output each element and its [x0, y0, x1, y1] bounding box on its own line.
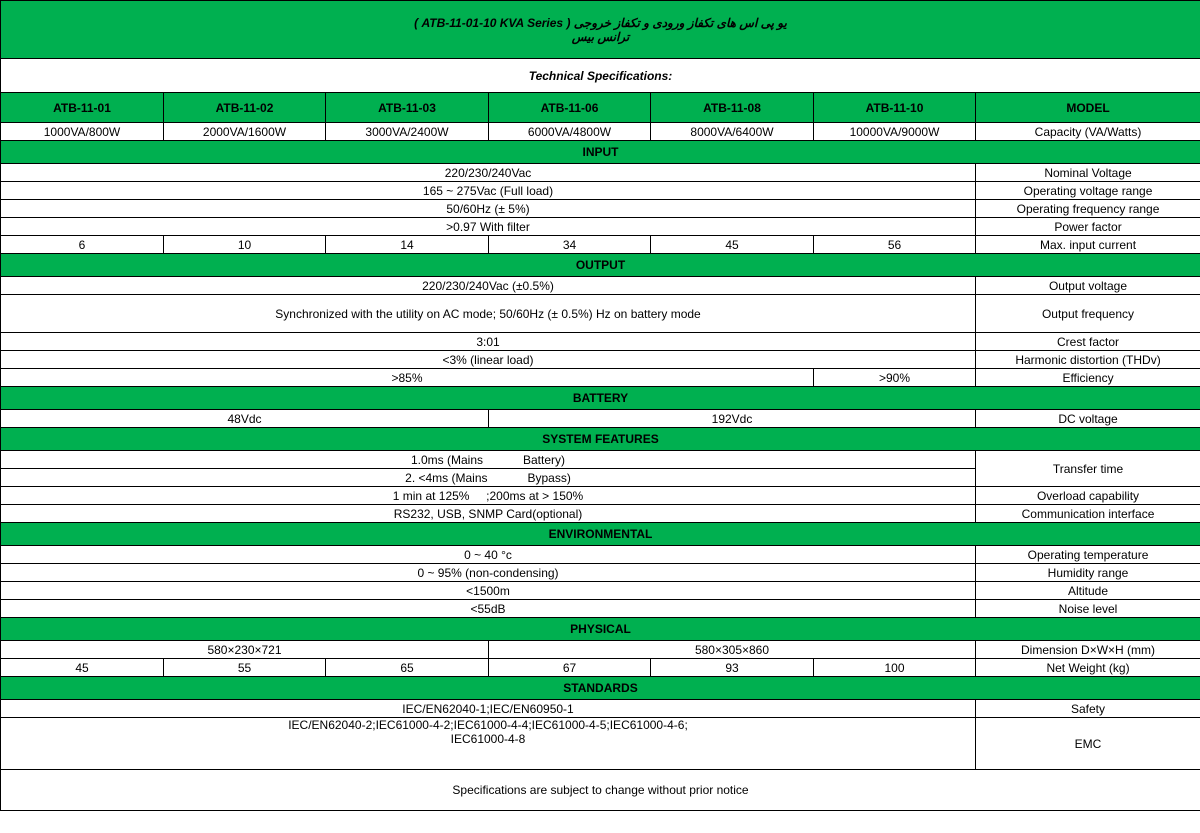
spec-value: 1 min at 125% ;200ms at > 150%	[1, 487, 976, 505]
transfer-time-part: Bypass)	[527, 470, 571, 485]
spec-row	[1, 200, 1200, 218]
emc-line: IEC/EN62040-2;IEC61000-4-2;IEC61000-4-4;IEC61000-4-5;IEC61000-4-6;	[288, 718, 688, 732]
spec-value: 34	[489, 236, 651, 254]
spec-row	[1, 236, 1200, 254]
section-header: SYSTEM FEATURES	[1, 428, 1200, 451]
spec-row	[1, 218, 1200, 236]
spec-label: Dimension D×W×H (mm)	[976, 641, 1200, 659]
notice-text: Specifications are subject to change without prior notice	[1, 770, 1200, 811]
spec-row	[1, 182, 1200, 200]
spec-row	[1, 295, 1200, 333]
spec-value: 580×305×860	[489, 641, 976, 659]
spec-row	[1, 505, 1200, 523]
model-name: ATB-11-02	[164, 93, 326, 123]
capacity-value: 1000VA/800W	[1, 123, 164, 141]
spec-value: 0 ~ 40 °c	[1, 546, 976, 564]
spec-row	[1, 582, 1200, 600]
model-name: ATB-11-03	[326, 93, 489, 123]
spec-value: Synchronized with the utility on AC mode; 50/60Hz (± 0.5%) Hz on battery mode	[1, 295, 976, 333]
spec-value: <3% (linear load)	[1, 351, 976, 369]
capacity-value: 10000VA/9000W	[814, 123, 976, 141]
spec-row	[1, 600, 1200, 618]
spec-value: 10	[164, 236, 326, 254]
subtitle: Technical Specifications:	[1, 59, 1200, 93]
emc-line: IEC61000-4-8	[450, 732, 526, 746]
spec-label: Crest factor	[976, 333, 1200, 351]
spec-value: 14	[326, 236, 489, 254]
spec-row	[1, 451, 1200, 469]
spec-label: Efficiency	[976, 369, 1200, 387]
spec-label: EMC	[976, 718, 1200, 770]
spec-row	[1, 718, 1200, 770]
subtitle-row	[1, 59, 1200, 93]
spec-value: 0 ~ 95% (non-condensing)	[1, 564, 976, 582]
spec-row	[1, 546, 1200, 564]
spec-value: RS232, USB, SNMP Card(optional)	[1, 505, 976, 523]
spec-value: >85%	[1, 369, 814, 387]
section-environmental	[1, 523, 1200, 546]
spec-value: 67	[489, 659, 651, 677]
spec-label: Overload capability	[976, 487, 1200, 505]
spec-row	[1, 369, 1200, 387]
spec-value: 48Vdc	[1, 410, 489, 428]
section-battery	[1, 387, 1200, 410]
spec-label: Operating temperature	[976, 546, 1200, 564]
section-header: OUTPUT	[1, 254, 1200, 277]
spec-label: DC voltage	[976, 410, 1200, 428]
spec-value: 93	[651, 659, 814, 677]
spec-row	[1, 641, 1200, 659]
spec-label: Operating frequency range	[976, 200, 1200, 218]
spec-label: Humidity range	[976, 564, 1200, 582]
spec-value: 56	[814, 236, 976, 254]
spec-value	[1, 451, 976, 469]
spec-value: 220/230/240Vac	[1, 164, 976, 182]
spec-value: <1500m	[1, 582, 976, 600]
spec-value: IEC/EN62040-1;IEC/EN60950-1	[1, 700, 976, 718]
spec-label: Max. input current	[976, 236, 1200, 254]
spec-value: 65	[326, 659, 489, 677]
transfer-time-part: 1.0ms (Mains	[410, 452, 483, 467]
title-line-1: یو پی اس های تکفاز ورودی و تکفاز خروجی ( ATB-11-01-10 KVA Series )	[414, 15, 787, 30]
title-line-2: ترانس بیس	[571, 29, 630, 44]
spec-label: Nominal Voltage	[976, 164, 1200, 182]
spec-row	[1, 659, 1200, 677]
section-physical	[1, 618, 1200, 641]
spec-label: Safety	[976, 700, 1200, 718]
section-input	[1, 141, 1200, 164]
spec-value: 45	[1, 659, 164, 677]
spec-label: Net Weight (kg)	[976, 659, 1200, 677]
spec-row	[1, 351, 1200, 369]
spec-value: 100	[814, 659, 976, 677]
capacity-row	[1, 123, 1200, 141]
spec-row	[1, 333, 1200, 351]
spec-label: Operating voltage range	[976, 182, 1200, 200]
section-output	[1, 254, 1200, 277]
model-row	[1, 93, 1200, 123]
spec-value: 165 ~ 275Vac (Full load)	[1, 182, 976, 200]
spec-value: >0.97 With filter	[1, 218, 976, 236]
spec-label: Transfer time	[976, 451, 1200, 487]
section-header: BATTERY	[1, 387, 1200, 410]
model-name: ATB-11-06	[489, 93, 651, 123]
spec-label: Noise level	[976, 600, 1200, 618]
capacity-value: 8000VA/6400W	[651, 123, 814, 141]
spec-value: 192Vdc	[489, 410, 976, 428]
spec-value: 3:01	[1, 333, 976, 351]
spec-value: 6	[1, 236, 164, 254]
section-header: ENVIRONMENTAL	[1, 523, 1200, 546]
section-header: INPUT	[1, 141, 1200, 164]
spec-row	[1, 164, 1200, 182]
spec-label: Output voltage	[976, 277, 1200, 295]
spec-value: 580×230×721	[1, 641, 489, 659]
spec-value: 55	[164, 659, 326, 677]
capacity-label: Capacity (VA/Watts)	[976, 123, 1200, 141]
spec-label: Altitude	[976, 582, 1200, 600]
spec-row	[1, 564, 1200, 582]
section-system-features	[1, 428, 1200, 451]
model-name: ATB-11-08	[651, 93, 814, 123]
spec-row	[1, 410, 1200, 428]
section-header: STANDARDS	[1, 677, 1200, 700]
document-title	[1, 1, 1200, 59]
spec-value: >90%	[814, 369, 976, 387]
notice-row	[1, 770, 1200, 811]
spec-value	[1, 718, 976, 770]
section-standards	[1, 677, 1200, 700]
title-row	[1, 1, 1200, 59]
transfer-time-part: Battery)	[523, 452, 566, 467]
spec-label: Output frequency	[976, 295, 1200, 333]
spec-row	[1, 277, 1200, 295]
spec-value: 45	[651, 236, 814, 254]
spec-value: <55dB	[1, 600, 976, 618]
spec-label: Communication interface	[976, 505, 1200, 523]
capacity-value: 6000VA/4800W	[489, 123, 651, 141]
spec-row	[1, 700, 1200, 718]
spec-label: Power factor	[976, 218, 1200, 236]
model-name: ATB-11-01	[1, 93, 164, 123]
transfer-time-part: 2. <4ms (Mains	[405, 470, 488, 485]
spec-value	[1, 469, 976, 487]
capacity-value: 3000VA/2400W	[326, 123, 489, 141]
spec-value: 50/60Hz (± 5%)	[1, 200, 976, 218]
spec-value: 220/230/240Vac (±0.5%)	[1, 277, 976, 295]
model-label: MODEL	[976, 93, 1200, 123]
spec-row	[1, 487, 1200, 505]
spec-label: Harmonic distortion (THDv)	[976, 351, 1200, 369]
section-header: PHYSICAL	[1, 618, 1200, 641]
capacity-value: 2000VA/1600W	[164, 123, 326, 141]
model-name: ATB-11-10	[814, 93, 976, 123]
